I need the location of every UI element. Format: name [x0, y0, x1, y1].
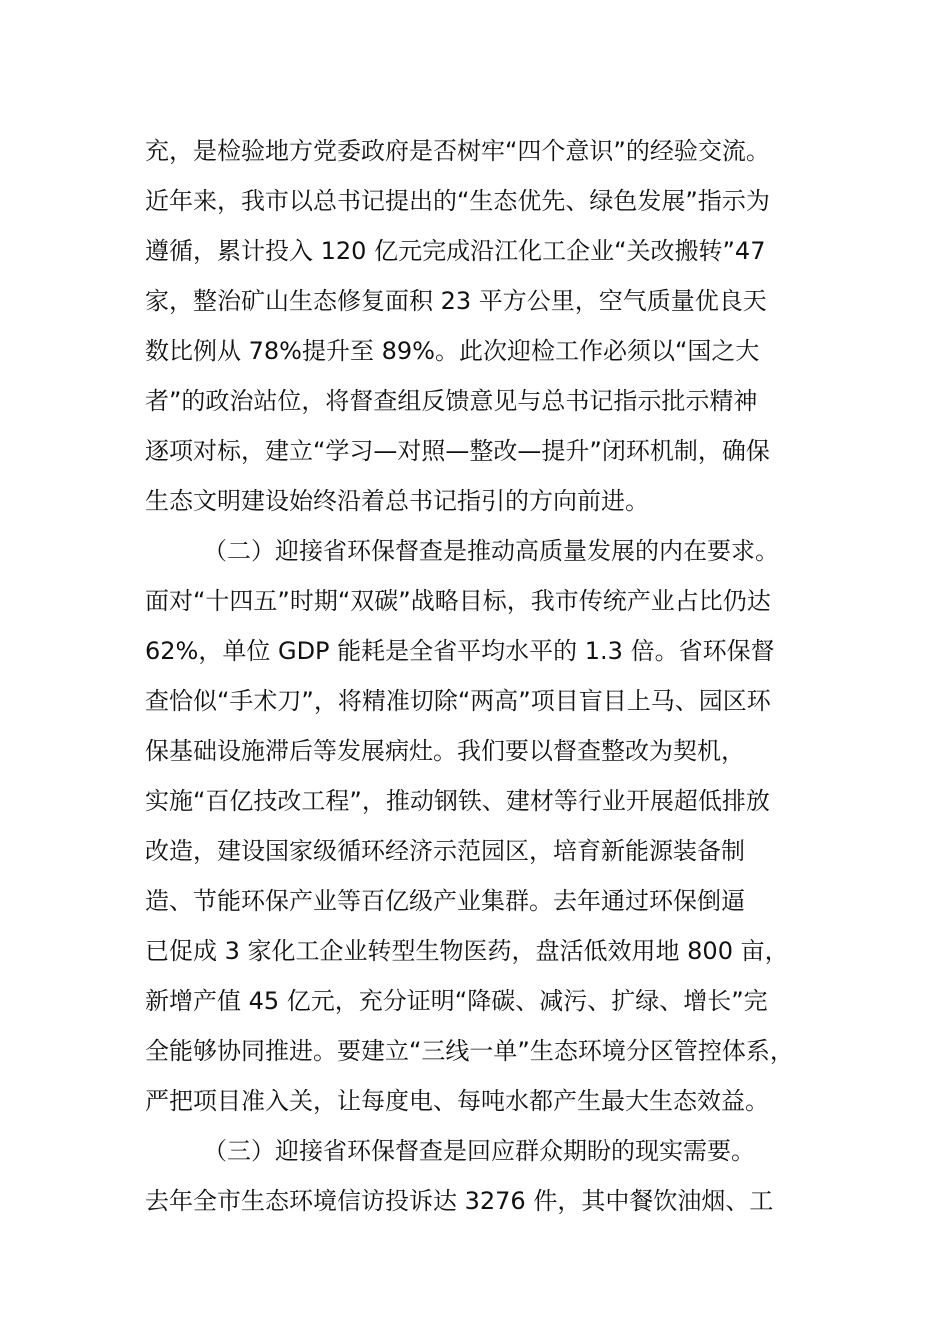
text-line: 生态文明建设始终沿着总书记指引的方向前进。	[145, 487, 649, 515]
text-line: 逐项对标，建立“学习—对照—整改—提升”闭环机制，确保	[145, 437, 770, 465]
text-line: 面对“十四五”时期“双碳”战略目标，我市传统产业占比仍达	[145, 587, 771, 615]
text-line: 实施“百亿技改工程”，推动钢铁、建材等行业开展超低排放	[145, 787, 770, 815]
body-text	[145, 126, 835, 1226]
text-line: 近年来，我市以总书记提出的“生态优先、绿色发展”指示为	[145, 187, 770, 215]
text-line: 造、节能环保产业等百亿级产业集群。去年通过环保倒逼	[145, 887, 745, 915]
section-heading-3: （三）迎接省环保督查是回应群众期盼的现实需要。	[203, 1137, 755, 1165]
text-line: 新增产值 45 亿元，充分证明“降碳、减污、扩绿、增长”完	[145, 987, 768, 1015]
text-line: 改造，建设国家级循环经济示范园区，培育新能源装备制	[145, 837, 745, 865]
text-line: 充，是检验地方党委政府是否树牢“四个意识”的经验交流。	[145, 137, 770, 165]
text-line: 全能够协同推进。要建立“三线一单”生态环境分区管控体系，	[145, 1037, 794, 1065]
section-heading-2: （二）迎接省环保督查是推动高质量发展的内在要求。	[203, 537, 779, 565]
text-line: 家，整治矿山生态修复面积 23 平方公里，空气质量优良天	[145, 287, 767, 315]
text-line: 遵循，累计投入 120 亿元完成沿江化工企业“关改搬转”47	[145, 237, 766, 265]
text-line: 者”的政治站位，将督查组反馈意见与总书记指示批示精神	[145, 387, 758, 415]
text-line: 已促成 3 家化工企业转型生物医药，盘活低效用地 800 亩，	[145, 937, 789, 965]
text-line: 去年全市生态环境信访投诉达 3276 件，其中餐饮油烟、工	[145, 1187, 774, 1215]
text-line: 62%，单位 GDP 能耗是全省平均水平的 1.3 倍。省环保督	[145, 637, 775, 665]
text-line: 严把项目准入关，让每度电、每吨水都产生最大生态效益。	[145, 1087, 769, 1115]
text-line: 保基础设施滞后等发展病灶。我们要以督查整改为契机，	[145, 737, 745, 765]
text-line: 查恰似“手术刀”，将精准切除“两高”项目盲目上马、园区环	[145, 687, 771, 715]
text-line: 数比例从 78%提升至 89%。此次迎检工作必须以“国之大	[145, 337, 760, 365]
